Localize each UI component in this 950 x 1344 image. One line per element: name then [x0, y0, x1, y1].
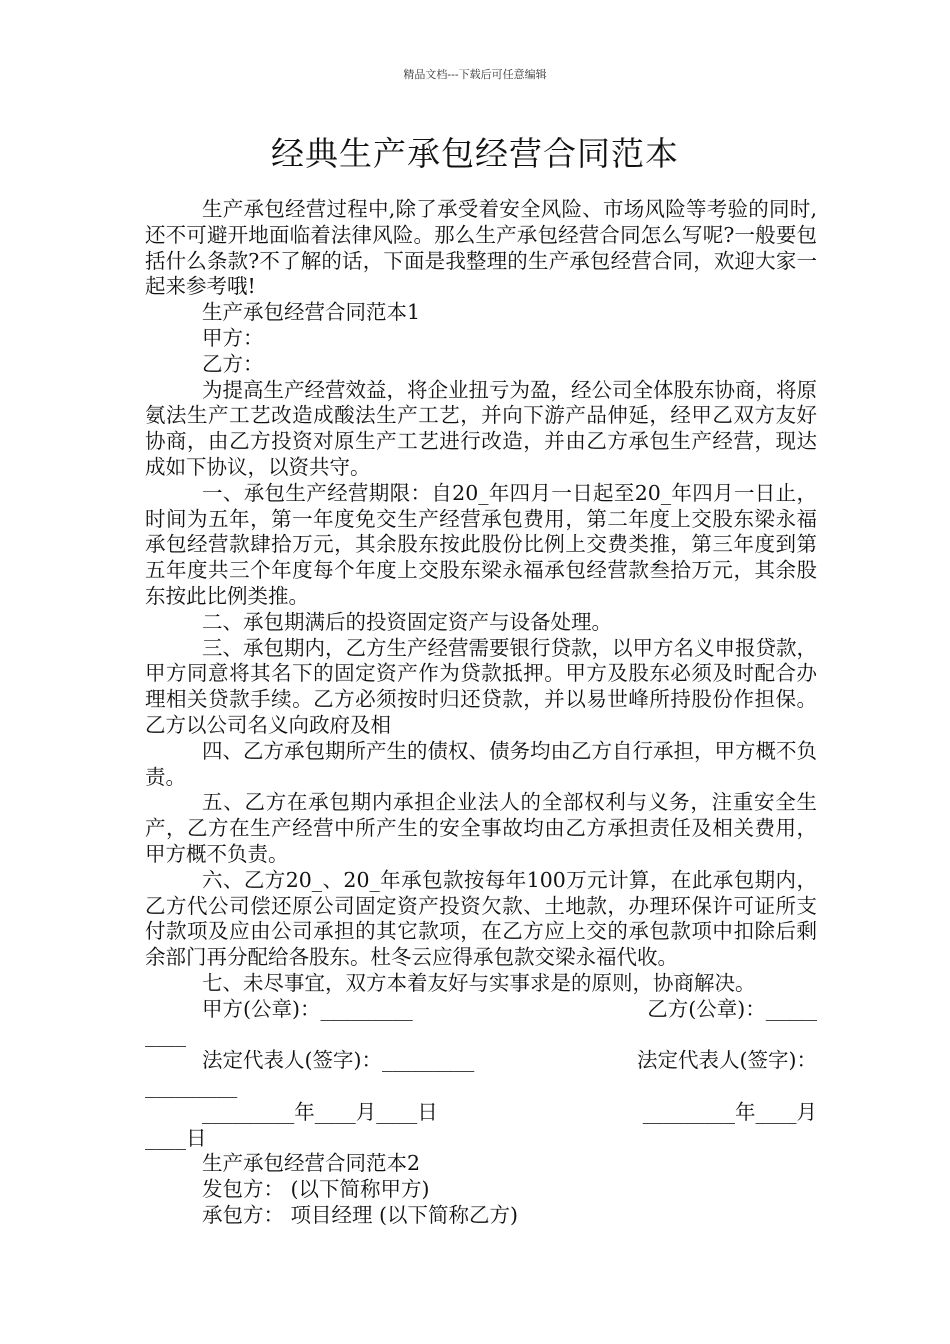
clause-1: 一、承包生产经营期限：自20_年四月一日起至20_年四月一日止，时间为五年，第一年度免交生产经营承包费用，第二年度上交股东梁永福承包经营款肆拾万元，其余股东按此股份比例上交费类推，第三年度到第五年度共三个年度每个年度上交股东梁永福承包经营款叁拾万元，其余股东按此比例类推。	[145, 480, 817, 608]
party-b-rep-continuation: _________	[145, 1074, 238, 1099]
contractor-line: 承包方： 项目经理 (以下简称乙方)	[202, 1203, 519, 1228]
clause-4: 四、乙方承包期所产生的债权、债务均由乙方自行承担，甲方概不负责。	[145, 738, 817, 789]
sample2-heading: 生产承包经营合同范本2	[202, 1151, 421, 1176]
party-b-seal-continuation: ____	[145, 1022, 186, 1047]
clause-6: 六、乙方20_、20_年承包款按每年100万元计算，在此承包期内，乙方代公司偿还原公司固定资产投资欠款、土地款，办理环保许可证所支付款项及应由公司承担的其它款项，在乙方应上交的承包款项中扣除后剩余部门再分配给各股东。杜冬云应得承包款交梁永福代收。	[145, 867, 817, 970]
issuer-line: 发包方： (以下简称甲方)	[202, 1177, 430, 1202]
clause-3: 三、承包期内，乙方生产经营需要银行贷款，以甲方名义申报贷款，甲方同意将其名下的固定资产作为贷款抵押。甲方及股东必须及时配合办理相关贷款手续。乙方必须按时归还贷款，并以易世峰所持股份作担保。乙方以公司名义向政府及相	[145, 635, 817, 737]
party-a-rep: 法定代表人(签字)：_________	[202, 1048, 475, 1073]
party-a-date: _________年____月____日	[202, 1099, 438, 1124]
seal-line	[145, 997, 817, 1023]
party-a-seal: 甲方(公章)：_________	[202, 996, 413, 1021]
party-b-line: 乙方：	[202, 351, 264, 376]
clause-2: 二、承包期满后的投资固定资产与设备处理。	[202, 609, 612, 634]
party-b-date-continuation: ____日	[145, 1125, 207, 1150]
party-b-rep: 法定代表人(签字)：	[637, 1048, 817, 1073]
preamble-paragraph: 为提高生产经营效益，将企业扭亏为盈，经公司全体股东协商，将原氨法生产工艺改造成酸法生产工艺，并向下游产品伸延，经甲乙双方友好协商，由乙方投资对原生产工艺进行改造，并由乙方承包生产经营，现达成如下协议，以资共守。	[145, 377, 817, 479]
document-title: 经典生产承包经营合同范本	[271, 134, 679, 173]
header-note: 精品文档---下载后可任意编辑	[403, 68, 547, 81]
party-b-seal: 乙方(公章)：_____	[647, 996, 817, 1021]
sample1-heading: 生产承包经营合同范本1	[202, 300, 421, 325]
document-body	[145, 197, 817, 1229]
party-a-line: 甲方：	[202, 325, 264, 350]
clause-5: 五、乙方在承包期内承担企业法人的全部权利与义务，注重安全生产，乙方在生产经营中所产生的安全事故均由乙方承担责任及相关费用，甲方概不负责。	[145, 790, 817, 866]
party-b-date: _________年____月	[642, 1099, 817, 1124]
intro-paragraph: 生产承包经营过程中,除了承受着安全风险、市场风险等考验的同时,还不可避开地面临着法律风险。那么生产承包经营合同怎么写呢?一般要包括什么条款?不了解的话，下面是我整理的生产承包经营合同，欢迎大家一起来参考哦!	[145, 197, 817, 299]
date-line	[145, 1100, 817, 1126]
clause-7: 七、未尽事宜，双方本着友好与实事求是的原则，协商解决。	[202, 970, 756, 995]
rep-line	[145, 1048, 817, 1074]
